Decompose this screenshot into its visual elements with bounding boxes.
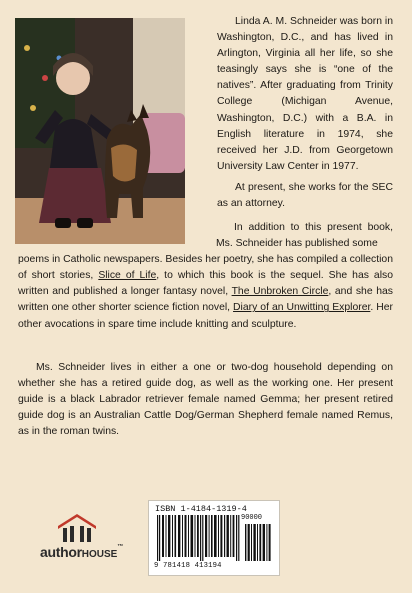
barcode (148, 500, 280, 576)
publisher-name-house: HOUSE (81, 549, 118, 560)
bio-paragraph-3-lead: In addition to this present book, Ms. Schneider has published some (216, 222, 393, 250)
author-photo-illustration (15, 18, 185, 244)
publisher-logo (40, 512, 124, 562)
bio-paragraph-1: Linda A. M. Schneider was born in Washington, D.C., and has lived in Arlington, Virginia all her life, so she teasingly says she is “one of the natives”. After graduating from Trinity College (Michigan Avenue, Washington, D.C.) with a B.A. in English literature in 1974, she received her J.D. from Georgetown University Law Center in 1977. (217, 16, 393, 172)
publisher-name (40, 544, 123, 560)
bio-publications (18, 220, 393, 333)
bio-text: poems in Catholic newspapers. Besides her poetry, she has compiled a collection of short stories, (18, 254, 393, 282)
authorhouse-logo-icon (54, 512, 100, 542)
book-title-diary: Diary of an Unwitting Explorer (233, 302, 371, 314)
isbn-label: ISBN 1-4184-1319-4 (155, 504, 247, 514)
book-title-slice-of-life: Slice of Life (98, 270, 157, 282)
publisher-name-main: author (40, 544, 82, 560)
author-photo (15, 18, 185, 244)
bio-paragraph-3 (18, 252, 393, 332)
book-title-unbroken-circle: The Unbroken Circle (231, 286, 329, 298)
bio-paragraph-4: Ms. Schneider lives in either a one or two-dog household depending on whether she has a retired guide dog, as well as the working one. Her present guide is a black Labrador retriever female named Gemma; her present retired guide dog is an Australian Cattle Dog/German Shepherd female named Remus, as in the roman twins. (18, 362, 393, 438)
price-addon-number: 90000 (241, 514, 263, 522)
bio-text: , and she has written one other shorter science fiction novel, (18, 286, 393, 314)
trademark-symbol: ™ (117, 544, 124, 550)
bio-right-column (217, 14, 393, 212)
bio-dogs (18, 360, 393, 440)
bio-text: . Her other avocations in spare time include knitting and sculpture. (18, 302, 393, 330)
bio-paragraph-2: At present, she works for the SEC as an attorney. (217, 181, 393, 210)
bio-text: , to which this book is the sequel. She has also written and published a longer fantasy novel, (18, 270, 393, 298)
ean-number: 9 781418 413194 (154, 562, 222, 570)
